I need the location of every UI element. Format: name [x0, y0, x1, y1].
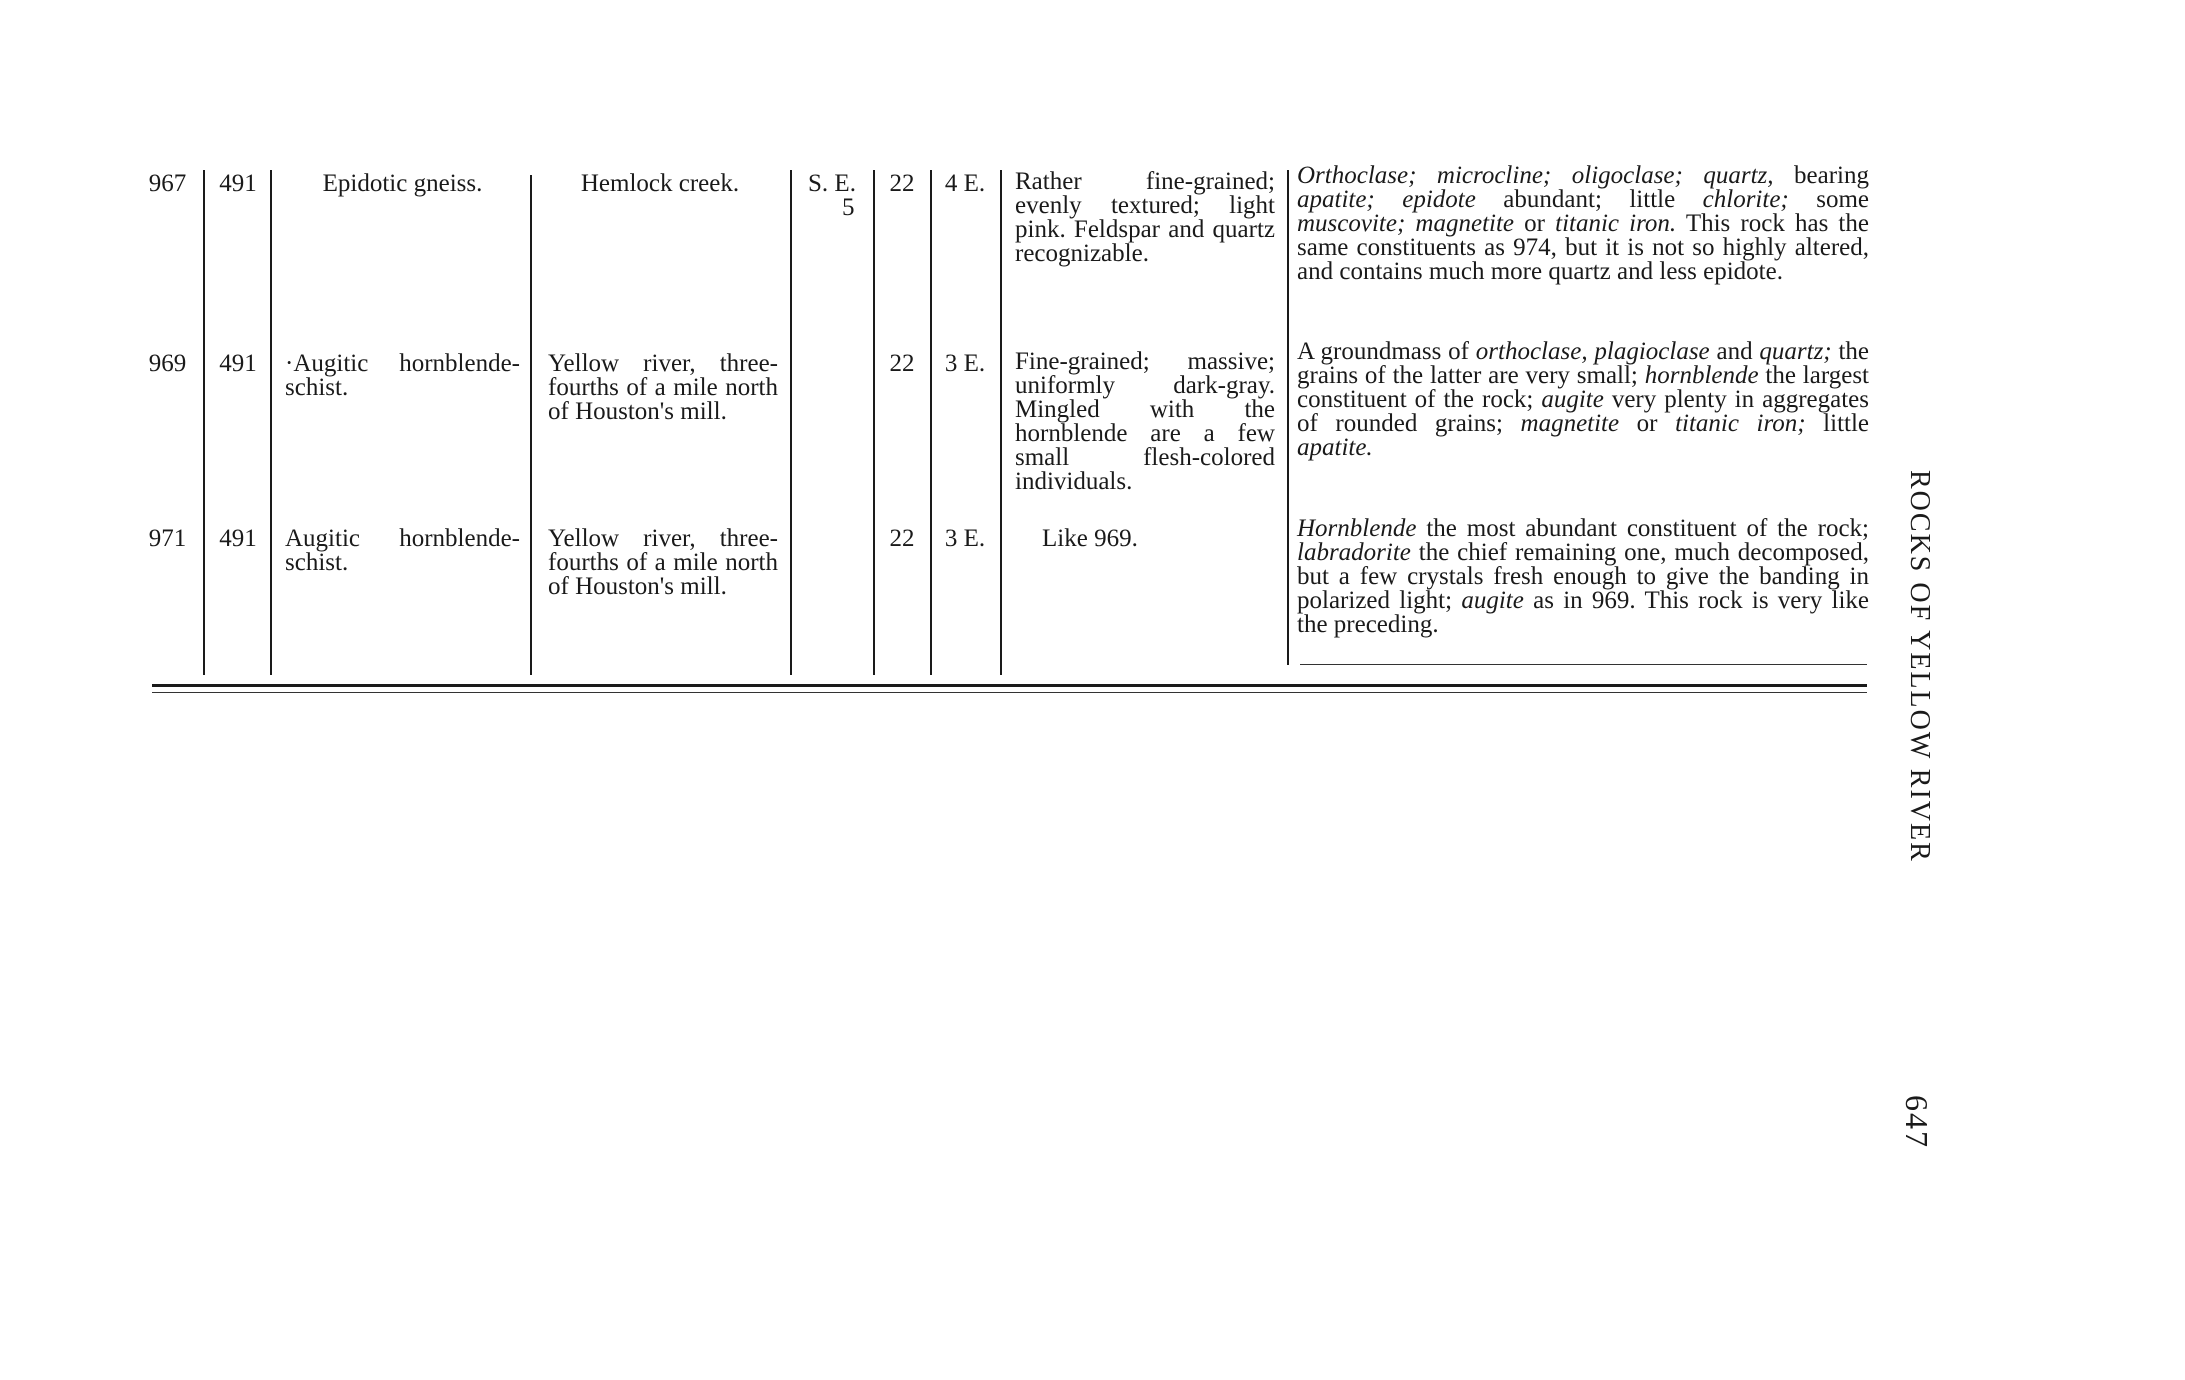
row-967-quarter-sub: 5 [842, 194, 855, 221]
column-rule [873, 170, 875, 675]
micro-971-t1: Hornblende [1297, 515, 1417, 542]
micro-969-t1: A groundmass of [1297, 338, 1476, 365]
micro-969-t7: the largest constituent of the rock; [1297, 362, 1869, 413]
row-969-township: 22 [889, 350, 915, 377]
micro-969-t13: little [1805, 410, 1870, 437]
column-rule [1000, 170, 1002, 675]
row-971-locality: Yellow river, three-fourths of a mile north of Houston's mill. [548, 525, 778, 600]
row-971-microscopic [1297, 517, 1869, 637]
row-969-microscopic [1297, 340, 1869, 460]
micro-969-t10: magnetite [1520, 410, 1620, 437]
micro-967-t3: apatite; epidote [1297, 186, 1476, 213]
row-967-township: 22 [889, 170, 915, 197]
column-rule [203, 170, 205, 675]
micro-969-t8: augite [1541, 386, 1604, 413]
row-967-section: 491 [219, 170, 257, 197]
micro-967-t9: titanic iron. [1555, 210, 1677, 237]
micro-969-t11: or [1619, 410, 1676, 437]
micro-967-t7: muscovite; magnetite [1297, 210, 1515, 237]
micro-967-t8: or [1514, 210, 1556, 237]
running-head: ROCKS OF YELLOW RIVER [1904, 470, 1935, 863]
micro-969-t6: hornblende [1644, 362, 1759, 389]
row-967-range: 4 E. [944, 170, 986, 197]
row-969-macroscopic: Fine-grained; massive; uniformly dark-gray. Mingled with the hornblende are a few small flesh-colored individuals. [1015, 348, 1275, 495]
micro-967-t5: chlorite; [1702, 186, 1789, 213]
table-bottom-rule [152, 684, 1867, 687]
micro-971-t2: the most abundant constituent of the rock; [1416, 515, 1869, 542]
micro-967-t6: some [1788, 186, 1869, 213]
micro-971-t6: as in 969. This rock is very like the preceding. [1297, 587, 1869, 638]
micro-969-t14: apatite. [1297, 434, 1373, 461]
row-971-range: 3 E. [944, 525, 986, 552]
micro-967-t4: abundant; little [1475, 186, 1703, 213]
row-967-quarter: S. E. [808, 170, 856, 197]
micro-969-t2: orthoclase, plagioclase [1475, 338, 1710, 365]
row-967-macroscopic: Rather fine-grained; evenly textured; light pink. Feldspar and quartz recognizable. [1015, 168, 1275, 267]
micro-969-t5: the grains of the latter are very small; [1297, 338, 1869, 389]
page-number: 647 [1899, 1095, 1935, 1149]
micro-969-t9: very plenty in aggregates of rounded grains; [1297, 386, 1869, 437]
row-971-section: 491 [219, 525, 257, 552]
row-969-range: 3 E. [944, 350, 986, 377]
micro-971-t5: augite [1461, 587, 1524, 614]
micro-967-t1: Orthoclase; microcline; oligoclase; quartz, [1297, 162, 1774, 189]
column-rule [530, 175, 532, 675]
micro-971-t3: labradorite [1297, 539, 1411, 566]
row-969-rock-name: ·Augitic hornblende-schist. [285, 350, 520, 401]
micro-969-t4: quartz; [1759, 338, 1832, 365]
row-967-number: 967 [148, 170, 187, 197]
micro-967-t10: This rock has the same constituents as 974, but it is not so highly altered, and contains much more quartz and less epidote. [1297, 210, 1869, 285]
row-969-number: 969 [148, 350, 187, 377]
column-rule [1287, 170, 1289, 665]
row-971-rock-name: Augitic hornblende-schist. [285, 525, 520, 576]
micro-971-t4: the chief remaining one, much decomposed, but a few crystals fresh enough to give the banding in polarized light; [1297, 539, 1869, 614]
row-969-locality: Yellow river, three-fourths of a mile north of Houston's mill. [548, 350, 778, 425]
micro-969-t12: titanic iron; [1675, 410, 1806, 437]
row-967-locality: Hemlock creek. [580, 170, 740, 197]
row-971-township: 22 [889, 525, 915, 552]
row-971-number: 971 [148, 525, 187, 552]
row-971-macroscopic: Like 969. [1042, 525, 1138, 552]
column-rule [270, 170, 272, 675]
micro-969-t3: and [1709, 338, 1760, 365]
micro-967-t2: bearing [1794, 162, 1869, 189]
column-rule [930, 170, 932, 675]
column-rule [790, 170, 792, 675]
table-bottom-rule-thin [152, 692, 1867, 693]
row-969-section: 491 [219, 350, 257, 377]
row-967-rock-name: Epidotic gneiss. [322, 170, 483, 197]
table-bottom-rule-upper [1300, 664, 1867, 665]
row-967-microscopic [1297, 164, 1869, 284]
